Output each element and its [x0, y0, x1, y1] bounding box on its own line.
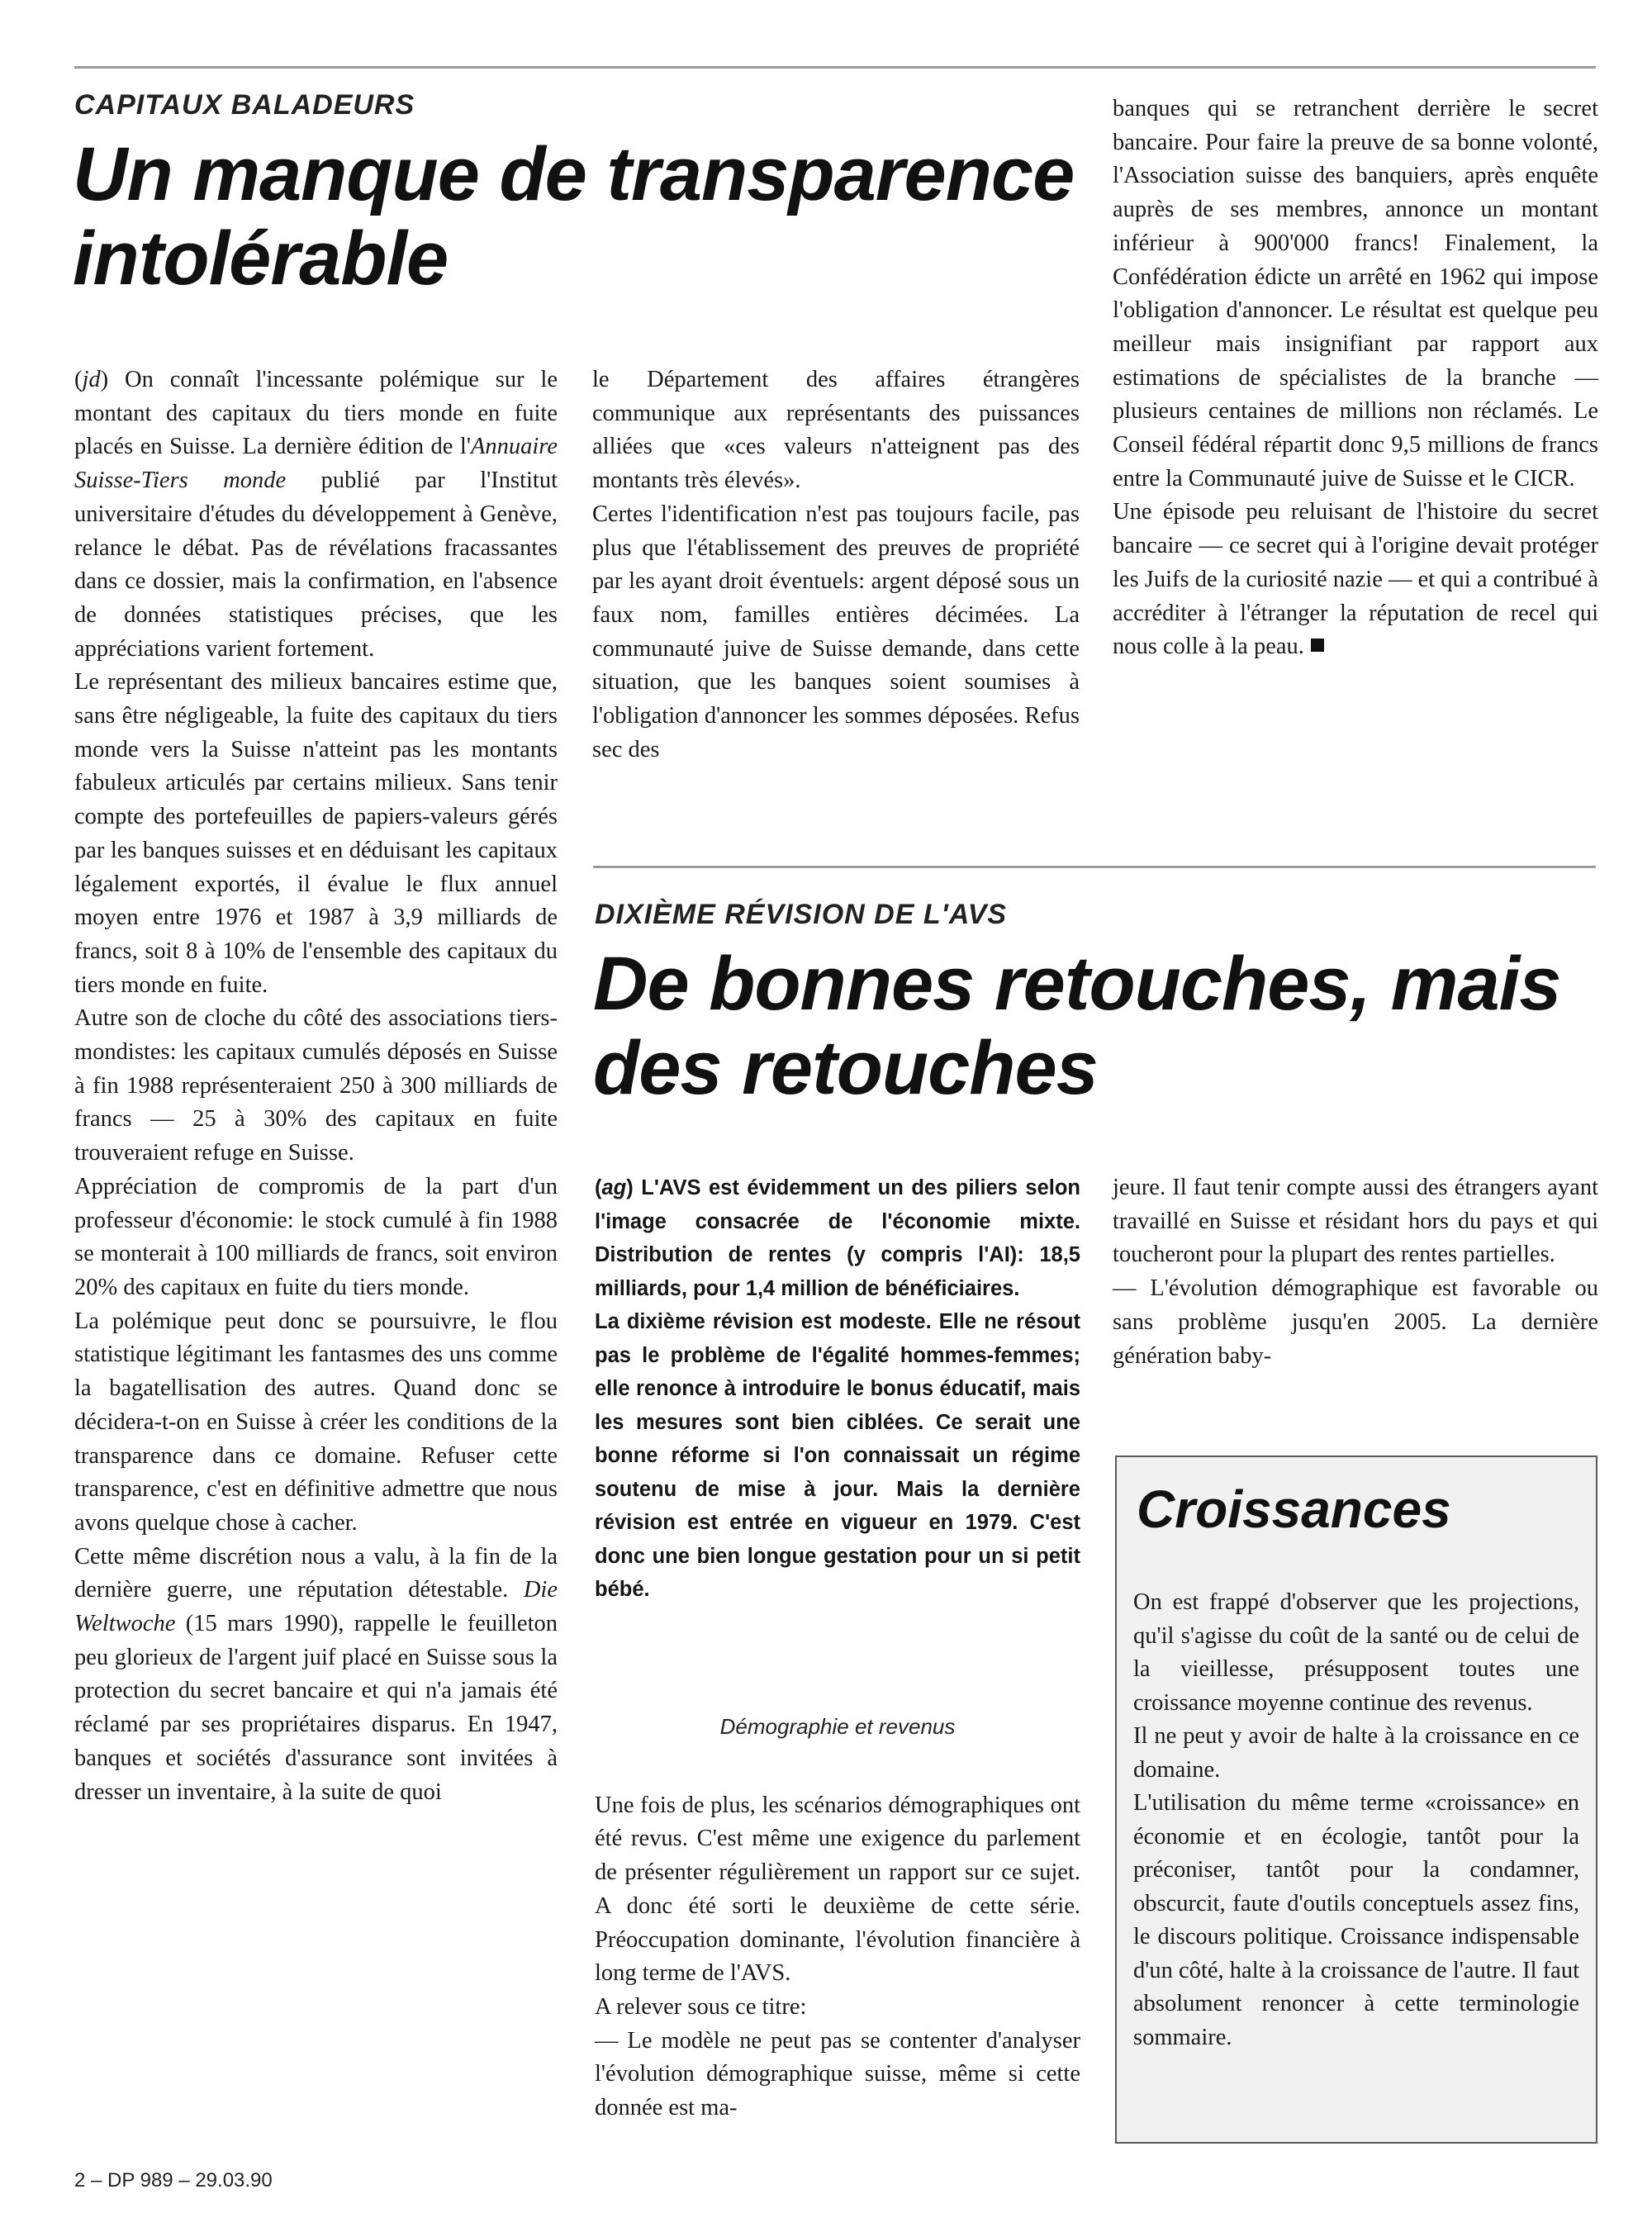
article1-headline-line1: Un manque de transparence — [73, 132, 1075, 216]
sidebar-body — [1133, 1586, 1579, 2054]
page-footer: 2 – DP 989 – 29.03.90 — [74, 2169, 273, 2192]
article1-paragraph: le Département des affaires étrangères communique aux représentants des puissances alliées que «ces valeurs n'atteignent pas des montants très élevés». — [592, 367, 1080, 494]
article1-paragraph: Appréciation de compromis de la part d'un professeur d'économie: le stock cumulé à fin 1988 se monterait à 100 milliards de francs, soit environ 20% des capitaux en fuite du tiers monde. — [74, 1173, 558, 1300]
sidebar-paragraph: Il ne peut y avoir de halte à la croissance en ce domaine. — [1133, 1723, 1579, 1783]
sidebar-paragraph: L'utilisation du même terme «croissance» en économie et en écologie, tantôt pour la préconiser, tantôt pour la condamner, obscurcit, faute d'outils conceptuels assez fins, le discours politique. Croissance indispensable d'un côté, halte à la croissance de l'autre. Il faut absolument renoncer à cette terminologie sommaire. — [1133, 1790, 1579, 2050]
article2-column-1 — [595, 1171, 1080, 1607]
article2-column-2 — [1113, 1171, 1598, 1373]
article2-headline-line2: des retouches — [593, 1026, 1098, 1110]
sidebar-box-croissances — [1115, 1456, 1597, 2144]
subhead-demographie: Démographie et revenus — [719, 1714, 956, 1739]
weltwoche-title: Die Weltwoche — [74, 1577, 558, 1637]
article2-paragraph: La dixième révision est modeste. Elle ne résout pas le problème de l'égalité hommes-femmes; elle renonce à introduire le bonus éducatif, mais les mesures sont bien ciblées. Ce serait une bonne réforme si l'on connaissait un régime soutenu de mise à jour. Mais la dernière révision est entrée en vigueur en 1979. C'est donc une bien longue gestation pour un si petit bébé. — [595, 1310, 1080, 1601]
article1-paragraph: banques qui se retranchent derrière le secret bancaire. Pour faire la preuve de sa bonne volonté, l'Association suisse des banquiers, après enquête auprès de ses membres, annonce un montant inférieur à 900'000 francs! Finalement, la Confédération édicte un arrêté en 1962 qui impose l'obligation d'annoncer. Le résultat est quelque peu meilleur mais insignifiant par rapport aux estimations de spécialistes de la branche — plusieurs centaines de millions non réclamés. Le Conseil fédéral répartit donc 9,5 millions de francs entre la Communauté juive de Suisse et le CICR. — [1113, 96, 1598, 492]
article1-paragraph: La polémique peut donc se poursuivre, le flou statistique légitimant les fantasmes des uns comme la bagatellisation des autres. Quand donc se décidera-t-on en Suisse à créer les conditions de la transparence dans ce domaine. Refuser cette transparence, c'est en définitive admettre que nous avons quelque chose à cacher. — [74, 1308, 558, 1536]
article1-paragraph: Une épisode peu reluisant de l'histoire du secret bancaire — ce secret qui à l'origine devait protéger les Juifs de la curiosité nazie — et qui a contribué à accréditer à l'étranger la réputation de recel qui nous colle à la peau. — [1113, 499, 1599, 660]
article2-paragraph: jeure. Il faut tenir compte aussi des étrangers ayant travaillé en Suisse et résidant hors du pays et qui toucheront pour la plupart des rentes partielles. — [1113, 1175, 1598, 1268]
article1-paragraph: Le représentant des milieux bancaires estime que, sans être négligeable, la fuite des capitaux du tiers monde vers la Suisse n'atteint pas les montants fabuleux articulés par certains milieux. Sans tenir compte des portefeuilles de papiers-valeurs gérés par les banques suisses et en déduisant les capitaux légalement exportés, il évalue le flux annuel moyen entre 1976 et 1987 à 3,9 milliards de francs, soit 8 à 10% de l'ensemble des capitaux du tiers monde en fuite. — [74, 669, 558, 998]
section-rule — [593, 866, 1596, 868]
article2-paragraph: (ag) L'AVS est évidemment un des piliers selon l'image consacrée de l'économie mixte. Distribution de rentes (y compris l'AI): 18,5 milliards, pour 1,4 million de bénéficiaires. — [595, 1176, 1080, 1300]
article2-author-tag: ag — [601, 1176, 627, 1199]
top-rule — [74, 66, 1596, 69]
article1-column-1 — [74, 363, 558, 1809]
article2-paragraph: — L'évolution démographique est favorable ou sans problème jusqu'en 2005. La dernière génération baby- — [1113, 1275, 1598, 1369]
article2-paragraph: — Le modèle ne peut pas se contenter d'analyser l'évolution démographique suisse, même si cette donnée est ma- — [595, 2027, 1080, 2121]
article1-paragraph: Cette même discrétion nous a valu, à la fin de la dernière guerre, une réputation détestable. Die Weltwoche (15 mars 1990), rappelle le feuilleton peu glorieux de l'argent juif placé en Suisse sous la protection du secret bancaire et qui n'a jamais été réclamé par ses propriétaires disparus. En 1947, banques et sociétés d'assurance sont invitées à dresser un inventaire, à la suite de quoi — [74, 1543, 558, 1805]
article2-paragraph: Une fois de plus, les scénarios démographiques ont été revus. C'est même une exigence du parlement de présenter régulièrement un rapport sur ce sujet. A donc été sorti le deuxième de cette série. Préoccupation dominante, l'évolution financière à long terme de l'AVS. — [595, 1792, 1080, 1987]
article2-kicker: DIXIÈME RÉVISION DE L'AVS — [595, 899, 1008, 930]
article1-column-2 — [592, 363, 1080, 767]
article2-headline-line1: De bonnes retouches, mais — [593, 942, 1561, 1026]
article1-headline-line2: intolérable — [73, 216, 449, 301]
article1-paragraph: Certes l'identification n'est pas toujours facile, pas plus que l'établissement des preuves de propriété par les ayant droit éventuels: argent déposé sous un faux nom, familles entières décimées. La communauté juive de Suisse demande, dans cette situation, que les banques soient soumises à l'obligation d'annoncer les sommes déposées. Refus sec des — [592, 501, 1080, 762]
article2-headline — [593, 942, 1601, 1110]
article1-paragraph: (jd) On connaît l'incessante polémique sur le montant des capitaux du tiers monde en fuite placés en Suisse. La dernière édition de l'Annuaire Suisse-Tiers monde publié par l'Institut universitaire d'études du développement à Genève, relance le débat. Pas de révélations fracassantes dans ce dossier, mais la confirmation, en l'absence de données statistiques précises, que les appréciations varient fortement. — [74, 367, 558, 662]
article1-headline — [73, 132, 1105, 301]
article1-column-3 — [1113, 93, 1598, 664]
end-of-article-square — [1311, 639, 1324, 652]
article1-kicker: CAPITAUX BALADEURS — [74, 89, 415, 121]
article1-paragraph: Autre son de cloche du côté des associations tiers-mondistes: les capitaux cumulés déposés en Suisse à fin 1988 représenteraient 250 à 300 milliards de francs — 25 à 30% des capitaux en fuite trouveraient refuge en Suisse. — [74, 1005, 558, 1166]
article2-column-1-continued — [595, 1692, 1080, 2125]
article1-author-tag: jd — [82, 367, 101, 392]
sidebar-paragraph: On est frappé d'observer que les projections, qu'il s'agisse du coût de la santé ou de celui de la vieillesse, présupposent toutes une croissance moyenne continue des revenus. — [1133, 1589, 1579, 1716]
article2-paragraph: A relever sous ce titre: — [595, 1993, 807, 2020]
sidebar-title: Croissances — [1137, 1479, 1451, 1539]
annuaire-title: Annuaire Suisse-Tiers monde — [74, 434, 558, 494]
